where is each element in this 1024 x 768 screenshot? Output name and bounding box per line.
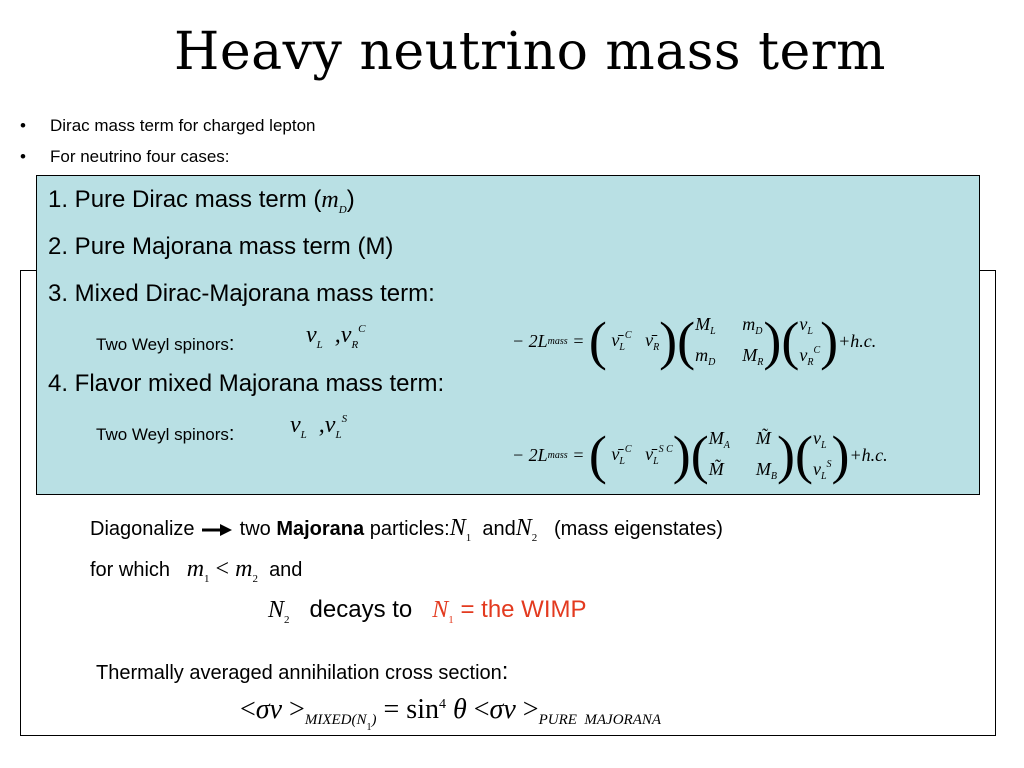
mass-matrix-equation-3: − 2 L mass = ( $\nū_L^C$ $\nū_R$ ) ( $M_L$ $m_D$ $m_D$ $M_R$ ) ( $\nu_L$ $\nu_R^C$ ) + h.c. <box>512 311 877 371</box>
weyl-label-4: Two Weyl spinors: <box>96 423 235 445</box>
bullet-icon: • <box>20 116 26 135</box>
case-1-label: 1. Pure Dirac mass term ( <box>48 186 322 213</box>
n2-symbol: $N_2$ <box>268 597 290 626</box>
bullet-item <box>20 116 316 136</box>
thermally-line: Thermally averaged annihilation cross section: <box>96 658 509 685</box>
diagonalize-line: Diagonalize two Majorana $particles:N_1$ andN$_2$ (mass eigenstates) <box>90 515 723 544</box>
n2-symbol: $N_2$ <box>515 515 538 544</box>
case-1 <box>48 186 355 216</box>
md-symbol: $m_D$ <box>321 187 347 216</box>
weyl-label-3: Two Weyl spinors: <box>96 333 235 355</box>
bullet-icon: • <box>20 147 26 166</box>
n1-symbol: $N_1$ <box>449 515 472 544</box>
case-1-close: ) <box>346 186 355 213</box>
bullet-text: Dirac mass term for charged lepton <box>50 116 316 135</box>
n1-symbol-red: $N_1$ <box>432 597 454 626</box>
case-2: 2. Pure Majorana mass term (M) <box>48 233 394 260</box>
case-4: 4. Flavor mixed Majorana mass term: <box>48 370 445 397</box>
case-3: 3. Mixed Dirac-Majorana mass term: <box>48 280 435 307</box>
cross-section-equation: $<\sigma v >_{MIXED(N_1)} = \sin^4 \theta <\sigma v >_{PURE MAJORANA}$ <box>240 694 662 733</box>
bullet-text: For neutrino four cases: <box>50 147 230 166</box>
page-title: Heavy neutrino mass term <box>174 22 886 82</box>
for-which-line: for which $m_1 < m_2$ and <box>90 556 303 585</box>
decay-line: $N_2$ decays to $N_1$ = the WIMP <box>268 596 587 626</box>
weyl-spinors-4: $\nu_L$ $,\nu_L^S$ <box>290 412 348 441</box>
weyl-spinors-3: $\nu_L$ $,\nu_R^C$ <box>306 322 366 351</box>
bullet-item <box>20 147 230 167</box>
right-arrow-icon <box>200 523 234 537</box>
mass-inequality: $m_1 < m_2$ <box>186 556 258 585</box>
mass-matrix-equation-4: − 2 L mass = ( $\nū_L^C$ $\nū_L^{S C}$ ) ( $M_A$ M̃ M̃ $M_B$ ) ( $\nu_L$ $\nu_L^S$ ) + h.c. <box>512 425 888 485</box>
